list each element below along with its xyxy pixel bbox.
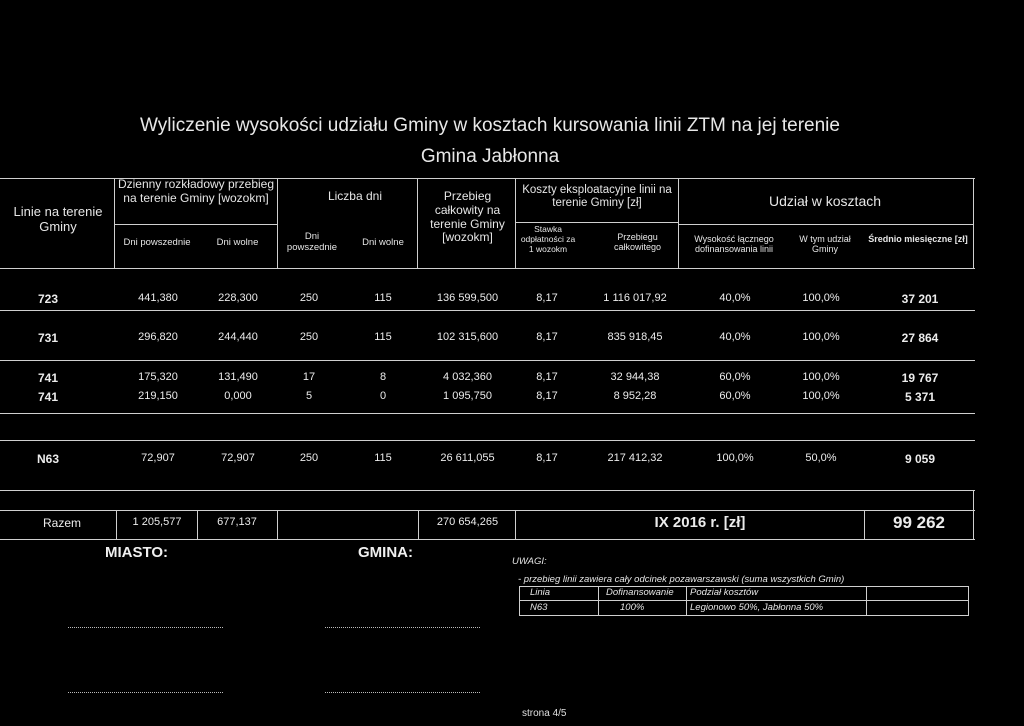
cell-total-cost: 1 116 017,92 (603, 292, 667, 304)
col-divider (418, 510, 419, 539)
cell-daily-weekend: 228,300 (218, 292, 258, 304)
cell-line: N63 (36, 452, 59, 466)
notes-table-border (686, 586, 687, 615)
col-divider (116, 510, 117, 539)
header-days: Liczba dni (327, 189, 383, 203)
notes-header-line: Linia (530, 587, 551, 598)
total-period: IX 2016 r. [zł] (654, 514, 746, 531)
signature-line (325, 692, 480, 693)
miasto-label: MIASTO: (105, 544, 169, 561)
row-separator (0, 440, 975, 441)
cell-days-weekend: 115 (374, 292, 392, 304)
cell-rate: 8,17 (536, 292, 558, 304)
cell-mileage: 102 315,600 (436, 331, 499, 343)
page-title: Wyliczenie wysokości udziału Gminy w kosztach kursowania linii ZTM na jej terenie (140, 115, 840, 136)
table-right-border (973, 490, 974, 539)
cell-daily-weekend: 72,907 (221, 452, 255, 464)
subheader-line (114, 224, 277, 225)
cell-rate: 8,17 (536, 331, 558, 343)
col-divider (277, 510, 278, 539)
cell-days-weekday: 17 (302, 371, 316, 383)
cell-daily-weekend: 131,490 (218, 371, 258, 383)
header-cofinancing: Wysokość łącznego dofinansowania linii (694, 234, 774, 255)
page-subtitle: Gmina Jabłonna (420, 146, 560, 167)
cell-line: 731 (37, 331, 59, 345)
cell-days-weekend: 8 (379, 371, 387, 383)
header-days-weekend: Dni wolne (362, 237, 404, 248)
header-gmina-share: W tym udział Gminy (799, 234, 851, 255)
col-divider (515, 510, 516, 539)
cell-gmina-share: 100,0% (802, 390, 840, 402)
cell-line: 741 (37, 390, 59, 404)
col-divider (973, 178, 974, 268)
cell-total-cost: 217 412,32 (607, 452, 663, 464)
col-divider (515, 178, 516, 268)
cell-daily-weekday: 72,907 (141, 452, 175, 464)
header-monthly: Średnio miesięczne [zł] (868, 234, 968, 244)
cell-days-weekday: 250 (299, 452, 319, 464)
notes-table-border (519, 615, 969, 616)
notes-header-cofinancing: Dofinansowanie (606, 587, 674, 598)
header-days-weekday: Dni powszednie (286, 231, 338, 253)
row-separator (0, 539, 975, 540)
cell-gmina-share: 50,0% (805, 452, 837, 464)
cell-daily-weekend: 0,000 (224, 390, 252, 402)
page-number: strona 4/5 (522, 708, 567, 719)
cell-cofinancing: 40,0% (719, 292, 751, 304)
cell-gmina-share: 100,0% (802, 292, 840, 304)
cell-days-weekend: 0 (379, 390, 387, 402)
row-separator (0, 310, 975, 311)
header-rate: Stawka odpłatności za 1 wozokm (520, 224, 576, 254)
total-sum: 99 262 (893, 513, 945, 532)
cell-cofinancing: 40,0% (719, 331, 751, 343)
col-divider (114, 178, 115, 268)
cell-monthly: 19 767 (901, 371, 939, 385)
total-daily-weekday: 1 205,577 (132, 516, 182, 528)
header-daily-weekend: Dni wolne (216, 237, 259, 248)
cell-daily-weekday: 441,380 (138, 292, 178, 304)
notes-cell-cofinancing: 100% (620, 602, 645, 613)
header-lines: Linie na terenie Gminy (13, 204, 103, 234)
cell-monthly: 37 201 (901, 292, 939, 306)
cell-line: 741 (37, 371, 59, 385)
col-divider (417, 178, 418, 268)
header-mileage: Przebieg całkowity na terenie Gminy [wozokm] (430, 189, 505, 245)
cell-gmina-share: 100,0% (802, 371, 840, 383)
gmina-label: GMINA: (358, 544, 413, 561)
cell-cofinancing: 100,0% (716, 452, 754, 464)
cell-mileage: 136 599,500 (436, 292, 499, 304)
cell-monthly: 27 864 (901, 331, 939, 345)
cell-mileage: 26 611,055 (440, 452, 495, 464)
cell-days-weekday: 5 (305, 390, 313, 402)
notes-header-split: Podział kosztów (690, 587, 759, 598)
col-divider (864, 510, 865, 539)
cell-daily-weekday: 296,820 (138, 331, 178, 343)
subheader-line (678, 224, 973, 225)
col-divider (678, 178, 679, 268)
header-daily-weekday: Dni powszednie (123, 237, 191, 248)
cell-total-cost: 32 944,38 (610, 371, 660, 383)
cell-line: 723 (37, 292, 59, 306)
cell-rate: 8,17 (536, 371, 558, 383)
signature-line (325, 627, 480, 628)
notes-cell-split: Legionowo 50%, Jabłonna 50% (690, 602, 824, 613)
cell-days-weekday: 250 (299, 331, 319, 343)
notes-table-border (519, 586, 520, 615)
cell-monthly: 9 059 (904, 452, 936, 466)
cell-cofinancing: 60,0% (719, 371, 751, 383)
cell-monthly: 5 371 (904, 390, 936, 404)
subheader-line (515, 222, 678, 223)
header-total-cost: Przebiegu całkowitego (613, 232, 662, 253)
total-label: Razem (42, 516, 81, 530)
cell-total-cost: 835 918,45 (607, 331, 663, 343)
row-separator (0, 360, 975, 361)
cell-rate: 8,17 (536, 452, 558, 464)
cell-gmina-share: 100,0% (802, 331, 840, 343)
notes-table-border (519, 600, 969, 601)
header-daily: Dzienny rozkładowy przebieg na terenie Gminy [wozokm] (117, 177, 275, 205)
total-daily-weekend: 677,137 (217, 516, 257, 528)
header-costs: Koszty eksploatacyjne linii na terenie Gminy [zł] (522, 184, 672, 210)
cell-days-weekend: 115 (374, 452, 392, 464)
cell-daily-weekend: 244,440 (218, 331, 258, 343)
cell-daily-weekday: 175,320 (138, 371, 178, 383)
header-share: Udział w kosztach (768, 193, 882, 209)
notes-table-border (598, 586, 599, 615)
row-separator (0, 510, 975, 511)
cell-days-weekday: 250 (299, 292, 319, 304)
total-mileage: 270 654,265 (436, 516, 499, 528)
signature-line (68, 692, 223, 693)
cell-rate: 8,17 (536, 390, 558, 402)
row-separator (0, 413, 975, 414)
notes-table-border (866, 586, 867, 615)
notes-cell-line: N63 (530, 602, 548, 613)
cell-mileage: 1 095,750 (443, 390, 492, 402)
notes-heading: UWAGI: (512, 556, 547, 567)
cell-daily-weekday: 219,150 (138, 390, 178, 402)
col-divider (277, 178, 278, 268)
signature-line (68, 627, 223, 628)
cell-days-weekend: 115 (374, 331, 392, 343)
row-separator (0, 490, 975, 491)
notes-line1: - przebieg linii zawiera cały odcinek pozawarszawski (suma wszystkich Gmin) (518, 574, 845, 585)
header-bottom-border (0, 268, 975, 269)
cell-total-cost: 8 952,28 (613, 390, 657, 402)
cell-mileage: 4 032,360 (443, 371, 492, 383)
notes-table-border (968, 586, 969, 615)
cell-cofinancing: 60,0% (719, 390, 751, 402)
